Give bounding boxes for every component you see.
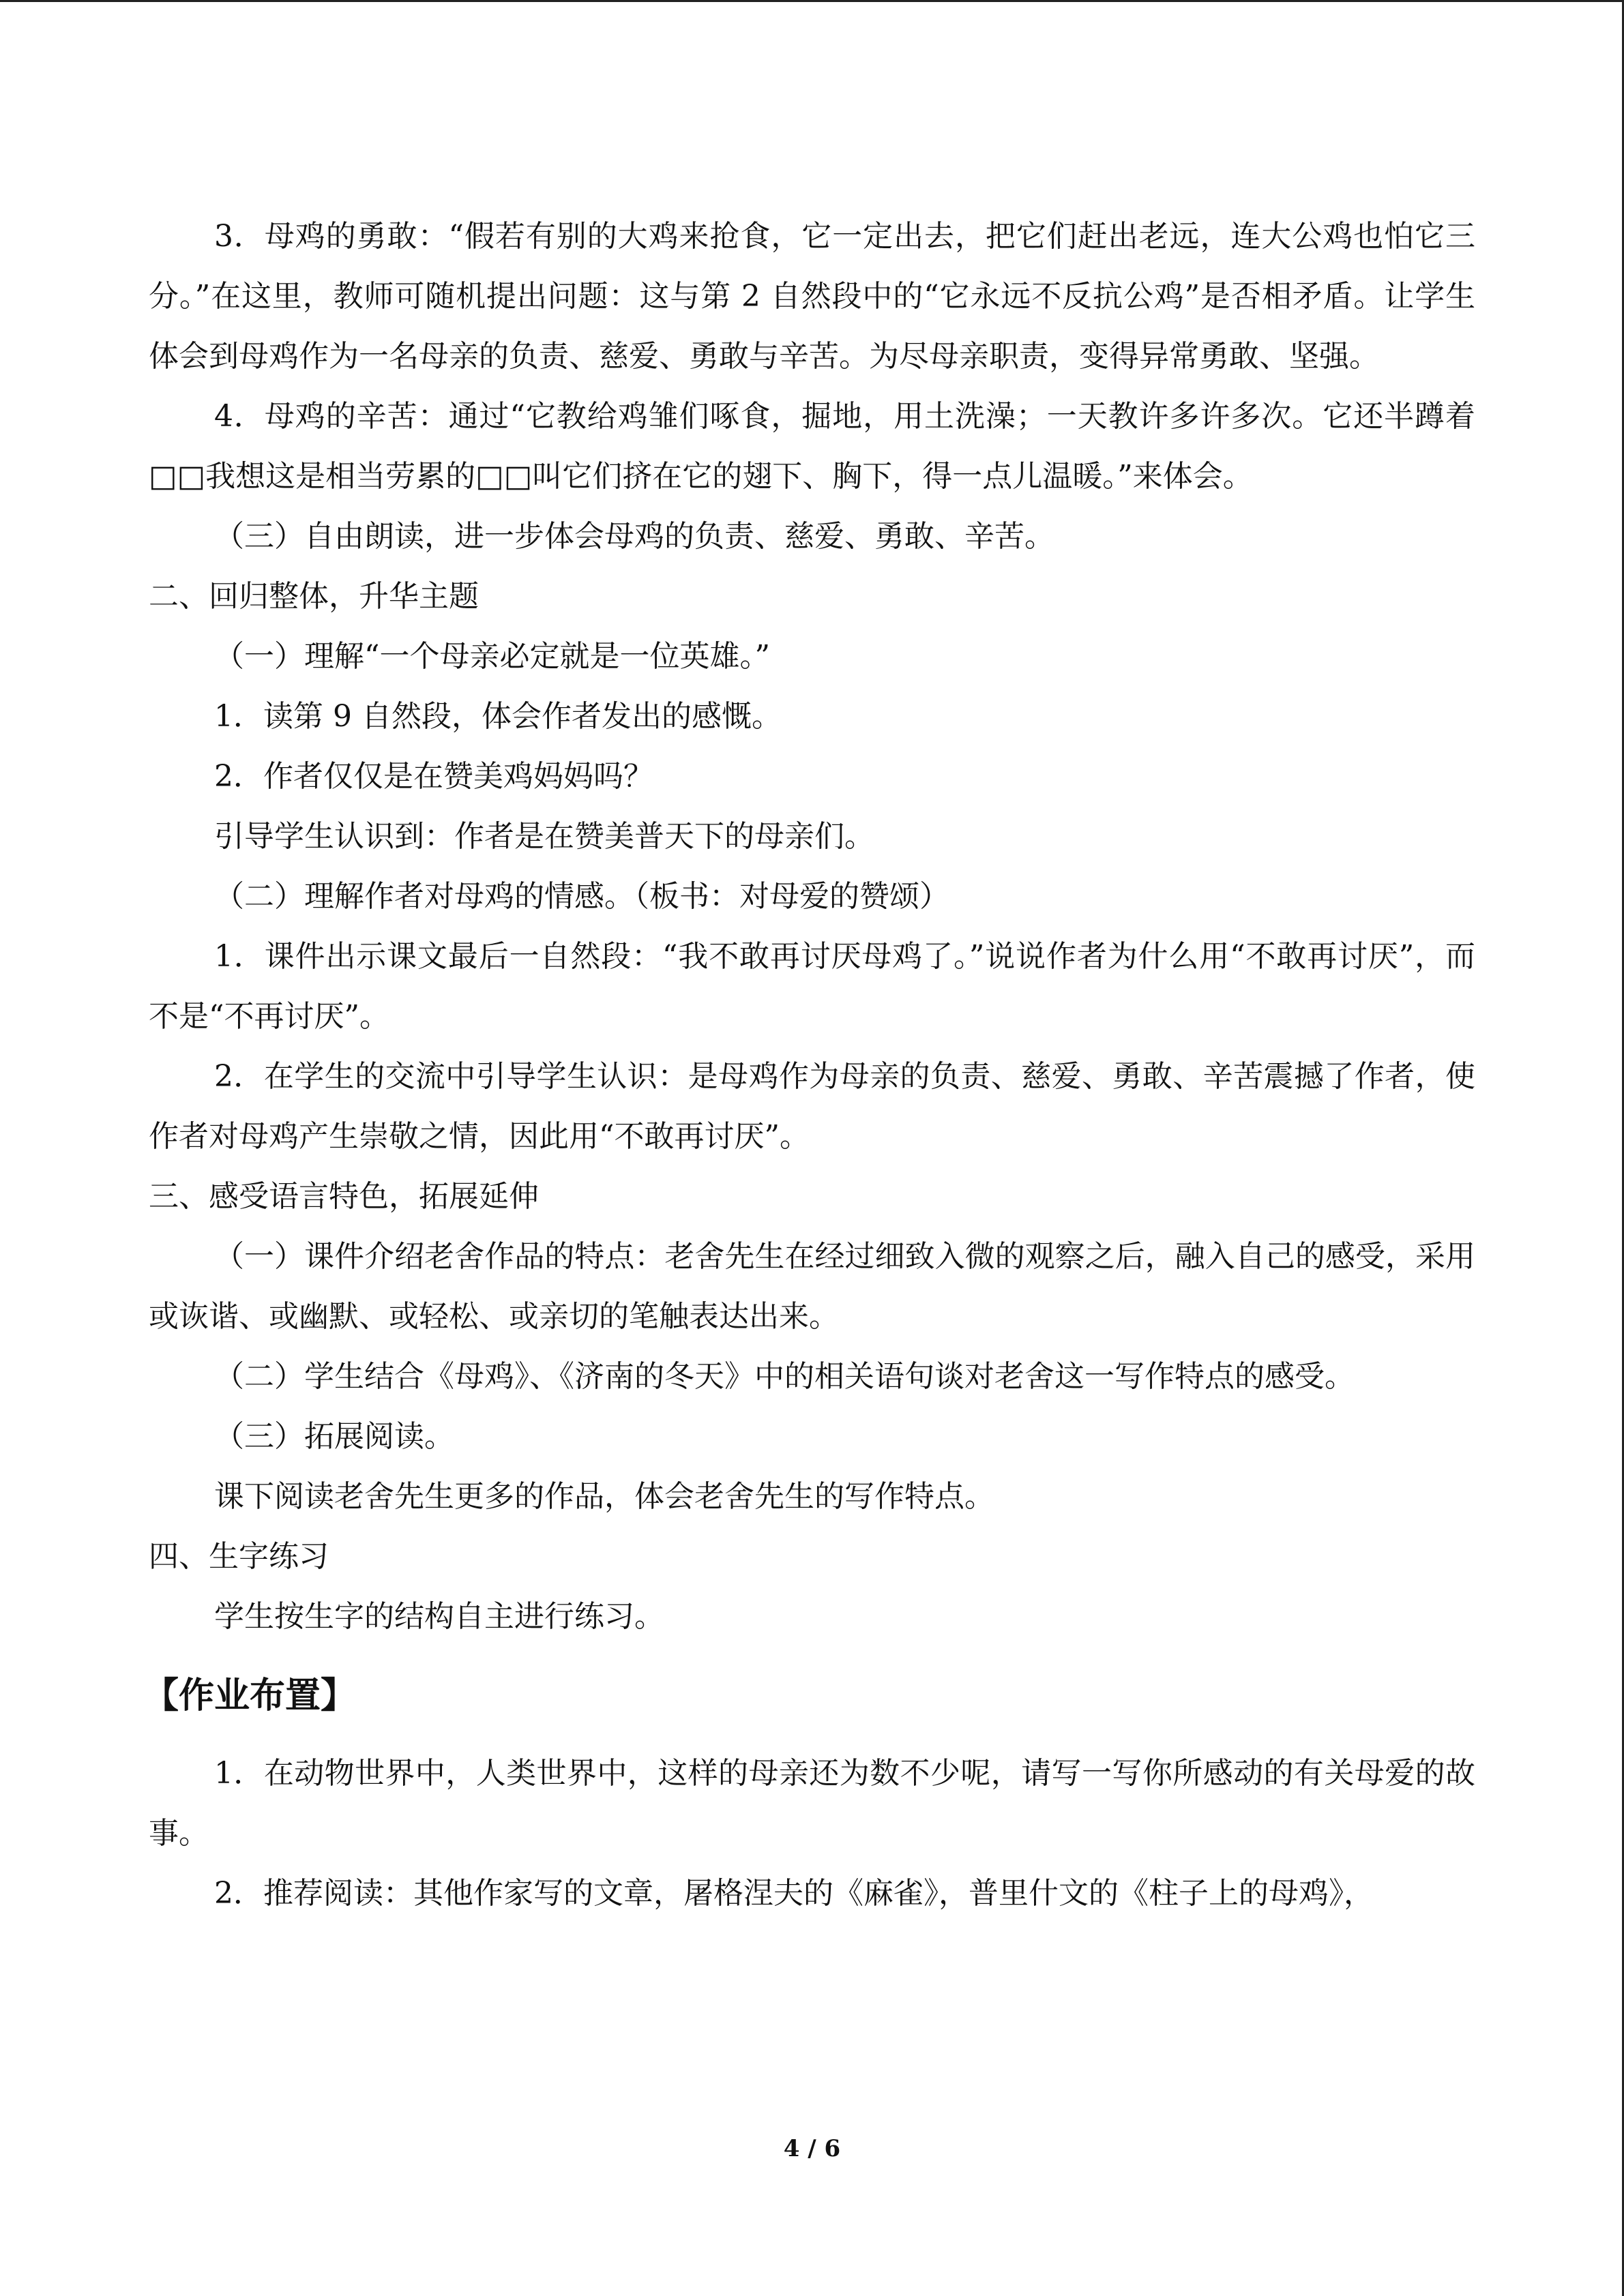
paragraph-last-paragraph: 1．课件出示课文最后一自然段：“我不敢再讨厌母鸡了。”说说作者为什么用“不敢再讨厌”，而不是“不再讨厌”。 — [149, 939, 1475, 1034]
paragraph-student-exchange: 2．在学生的交流中引导学生认识：是母鸡作为母亲的负责、慈爱、勇敢、辛苦震撼了作者，使作者对母鸡产生崇敬之情，因此用“不敢再讨厌”。 — [149, 1059, 1475, 1154]
paragraph-free-reading: （三）自由朗读，进一步体会母鸡的负责、慈爱、勇敢、辛苦。 — [214, 519, 1054, 554]
paragraph-mother-hen-bravery: 3．母鸡的勇敢：“假若有别的大鸡来抢食，它一定出去，把它们赶出老远，连大公鸡也怕它三分。”在这里，教师可随机提出问题：这与第 2 自然段中的“它永远不反抗公鸡”是否相矛盾。让学生体会到母鸡作为一名母亲的负责、慈爱、勇敢与辛苦。为尽母亲职责，变得异常勇敢、坚强。 — [149, 219, 1475, 374]
paragraph-author-emotion: （二）理解作者对母鸡的情感。（板书：对母爱的赞颂） — [214, 879, 949, 914]
section-heading-2: 二、回归整体，升华主题 — [149, 579, 479, 614]
paragraph-laoshe-features: （一）课件介绍老舍作品的特点：老舍先生在经过细致入微的观察之后，融入自己的感受，采用或诙谐、或幽默、或轻松、或亲切的笔触表达出来。 — [149, 1239, 1475, 1334]
paragraph-extended-reading: （三）拓展阅读。 — [214, 1419, 454, 1454]
paragraph-guide-students: 引导学生认识到：作者是在赞美普天下的母亲们。 — [214, 819, 874, 854]
homework-heading: 【作业布置】 — [143, 1675, 357, 1716]
paragraph-mother-hen-hardship: 4．母鸡的辛苦：通过“它教给鸡雏们啄食，掘地，用土洗澡；一天教许多许多次。它还半蹲着□□我想这是相当劳累的□□叫它们挤在它的翅下、胸下，得一点儿温暖。”来体会。 — [149, 399, 1475, 494]
section-heading-4: 四、生字练习 — [149, 1539, 329, 1574]
paragraph-character-practice: 学生按生字的结构自主进行练习。 — [214, 1599, 664, 1634]
document-body — [143, 207, 1475, 1924]
paragraph-question: 2．作者仅仅是在赞美鸡妈妈吗？ — [214, 759, 653, 794]
paragraph-read-ninth: 1．读第 9 自然段，体会作者发出的感慨。 — [214, 699, 782, 734]
paragraph-homework-1: 1．在动物世界中，人类世界中，这样的母亲还为数不少呢，请写一写你所感动的有关母爱的故事。 — [149, 1756, 1475, 1851]
paragraph-understand-hero: （一）理解“一个母亲必定就是一位英雄。” — [214, 639, 770, 674]
paragraph-combine-works: （二）学生结合《母鸡》、《济南的冬天》中的相关语句谈对老舍这一写作特点的感受。 — [214, 1359, 1355, 1394]
paragraph-homework-2: 2．推荐阅读：其他作家写的文章，屠格涅夫的《麻雀》，普里什文的《柱子上的母鸡》， — [214, 1876, 1374, 1911]
section-heading-3: 三、感受语言特色，拓展延伸 — [149, 1179, 539, 1214]
paragraph-after-class-reading: 课下阅读老舍先生更多的作品，体会老舍先生的写作特点。 — [214, 1479, 994, 1514]
page-number: 4 / 6 — [783, 2135, 841, 2162]
